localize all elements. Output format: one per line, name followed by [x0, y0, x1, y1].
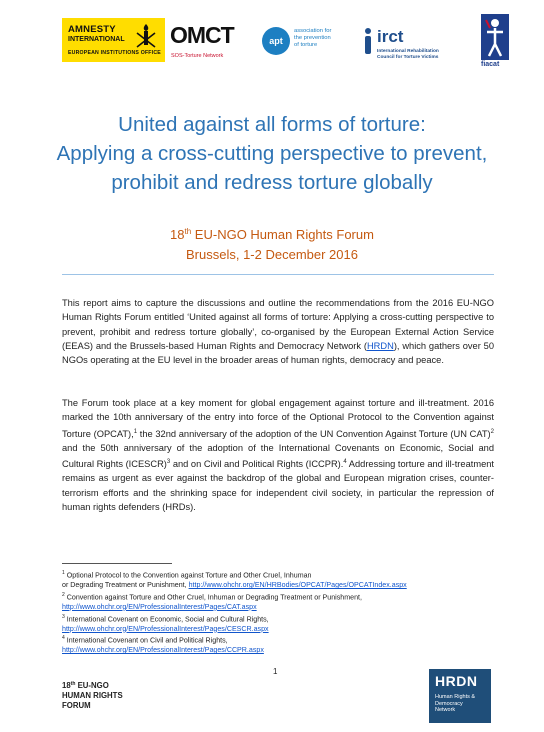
- apt-logo-text: [294, 28, 331, 49]
- footnote-ref-1[interactable]: 1: [133, 428, 138, 435]
- para2-s4: and on Civil and Political Rights (ICCPR).: [170, 459, 344, 470]
- irct-logo-text: [377, 49, 439, 61]
- forum-ordinal: th: [184, 227, 192, 236]
- para1-after: ), which gathers over 50 NGOs operating at the EU level in the broader areas of human rights, democracy and peace.: [62, 340, 494, 366]
- hrdn-logo-line2: Democracy: [435, 700, 463, 707]
- amnesty-logo-line3: EUROPEAN INSTITUTIONS OFFICE: [68, 50, 161, 56]
- hrdn-logo-text: [435, 694, 475, 714]
- apt-logo-line2: the prevention: [294, 35, 331, 41]
- footnote-ref-4[interactable]: 4: [343, 459, 347, 466]
- footnote-4-text: International Covenant on Civil and Political Rights,: [64, 636, 228, 645]
- footer-ordinal: th: [70, 681, 76, 687]
- footnote-3-text: International Covenant on Economic, Social and Cultural Rights,: [64, 614, 269, 623]
- para2-s5: Addressing torture and ill-treatment remains as urgent as ever against the backdrop of the global and European migration crises, counter-terrorism efforts and the shrinking space for independent civil society, in particular the repression of human rights defenders (HRDs).: [62, 459, 494, 513]
- hrdn-logo-line3: Network: [435, 707, 456, 713]
- title-line1: United against all forms of torture:: [118, 113, 426, 136]
- footer-line3: FORUM: [62, 701, 91, 710]
- title-line3: prohibit and redress torture globally: [111, 171, 433, 194]
- para1-before: This report aims to capture the discussions and outline the recommendations from the 2016 EU-NGO Human Rights Forum entitled ‘United against all forms of torture: Applying a cross-cutting perspective to prevent, prohibit and redress torture globally’, co-organised by the European External Action Service (EEAS) and the Brussels-based Human Rights and Democracy Network (: [62, 298, 494, 351]
- footnote-3-link[interactable]: http://www.ohchr.org/EN/ProfessionalInterest/Pages/CESCR.aspx: [62, 624, 269, 633]
- footnote-2-number: 2: [62, 591, 65, 598]
- footnote-4: [62, 634, 502, 656]
- para2-s3: and the 50th anniversary of the adoption of the International Covenants on Economic, Social and Cultural Rights (ICESCR): [62, 442, 494, 470]
- forum-number: 18: [170, 227, 185, 242]
- page-number: 1: [273, 667, 278, 676]
- amnesty-logo: [62, 18, 165, 62]
- footnote-3-number: 3: [62, 613, 65, 620]
- hrdn-logo-name: HRDN: [435, 673, 478, 689]
- omct-logo-name: OMCT: [170, 22, 234, 48]
- footnotes: [62, 569, 502, 656]
- forum-location: Brussels, 1-2 December 2016: [186, 247, 358, 262]
- apt-logo-line1: association for: [294, 28, 332, 34]
- footer-forum-label: [62, 679, 123, 711]
- para2-s2: the 32nd anniversary of the adoption of the UN Convention Against Torture (UN CAT): [137, 428, 491, 439]
- document-title: [0, 110, 544, 197]
- title-divider: [62, 274, 494, 275]
- fiacat-logo-name: fiacat: [481, 61, 500, 68]
- footnote-ref-3[interactable]: 3: [166, 459, 171, 466]
- footnote-2-text: Convention against Torture and Other Cruel, Inhuman or Degrading Treatment or Punishment,: [64, 593, 362, 602]
- title-line2: Applying a cross-cutting perspective to prevent,: [56, 142, 488, 165]
- hrdn-logo: [429, 669, 491, 723]
- irct-logo-name: irct: [377, 27, 404, 46]
- apt-logo-circle: apt: [262, 27, 290, 55]
- footer-line1: [62, 679, 123, 691]
- footer-line2: HUMAN RIGHTS: [62, 691, 123, 700]
- apt-logo: [262, 24, 352, 60]
- footnote-3: [62, 613, 502, 635]
- footnote-1-text2: or Degrading Treatment or Punishment,: [62, 581, 189, 590]
- footnote-1-link[interactable]: http://www.ohchr.org/EN/HRBodies/OPCAT/Pages/OPCATIndex.aspx: [188, 581, 407, 590]
- irct-logo-line2: Council for Torture Victims: [377, 55, 439, 60]
- amnesty-logo-line2: INTERNATIONAL: [68, 36, 125, 43]
- footnote-4-number: 4: [62, 635, 65, 642]
- person-icon: [360, 27, 376, 55]
- footnote-4-link[interactable]: http://www.ohchr.org/EN/ProfessionalInterest/Pages/CCPR.aspx: [62, 646, 264, 655]
- footer-line1-rest: EU-NGO: [75, 681, 109, 690]
- footnote-1: [62, 569, 502, 591]
- footnote-1-text: Optional Protocol to the Convention against Torture and Other Cruel, Inhuman: [64, 571, 312, 580]
- apt-logo-line3: of torture: [294, 42, 318, 48]
- footer-number: 18: [62, 681, 71, 690]
- footnote-divider: [62, 563, 172, 564]
- para2-s1: The Forum took place at a key moment for global engagement against torture and ill-treatment. 2016 marked the 10th anniversary of the entry into force of the Optional Protocol to the Convention against Torture (OPCAT),: [62, 398, 494, 439]
- irct-logo: [360, 27, 475, 63]
- hrdn-link[interactable]: HRDN: [366, 340, 394, 351]
- context-paragraph: [62, 396, 494, 514]
- fiacat-logo: [481, 14, 509, 70]
- forum-name: EU-NGO Human Rights Forum: [191, 227, 374, 242]
- candle-icon: [135, 23, 157, 49]
- hrdn-logo-line1: Human Rights &: [435, 694, 476, 700]
- footnote-ref-2[interactable]: 2: [490, 428, 494, 435]
- footnote-2: [62, 591, 502, 613]
- irct-logo-line1: International Rehabilitation: [377, 49, 439, 54]
- forum-subtitle: [0, 222, 544, 265]
- forum-name-line: [0, 222, 544, 245]
- footnote-1-number: 1: [62, 570, 65, 576]
- omct-logo: [170, 20, 240, 64]
- footnote-2-link[interactable]: http://www.ohchr.org/EN/ProfessionalInterest/Pages/CAT.aspx: [62, 602, 257, 611]
- intro-paragraph: [62, 296, 494, 367]
- amnesty-logo-line1: AMNESTY: [68, 24, 116, 35]
- fiacat-figure-icon: [481, 14, 509, 60]
- omct-logo-sub: SOS-Torture Network: [171, 53, 224, 59]
